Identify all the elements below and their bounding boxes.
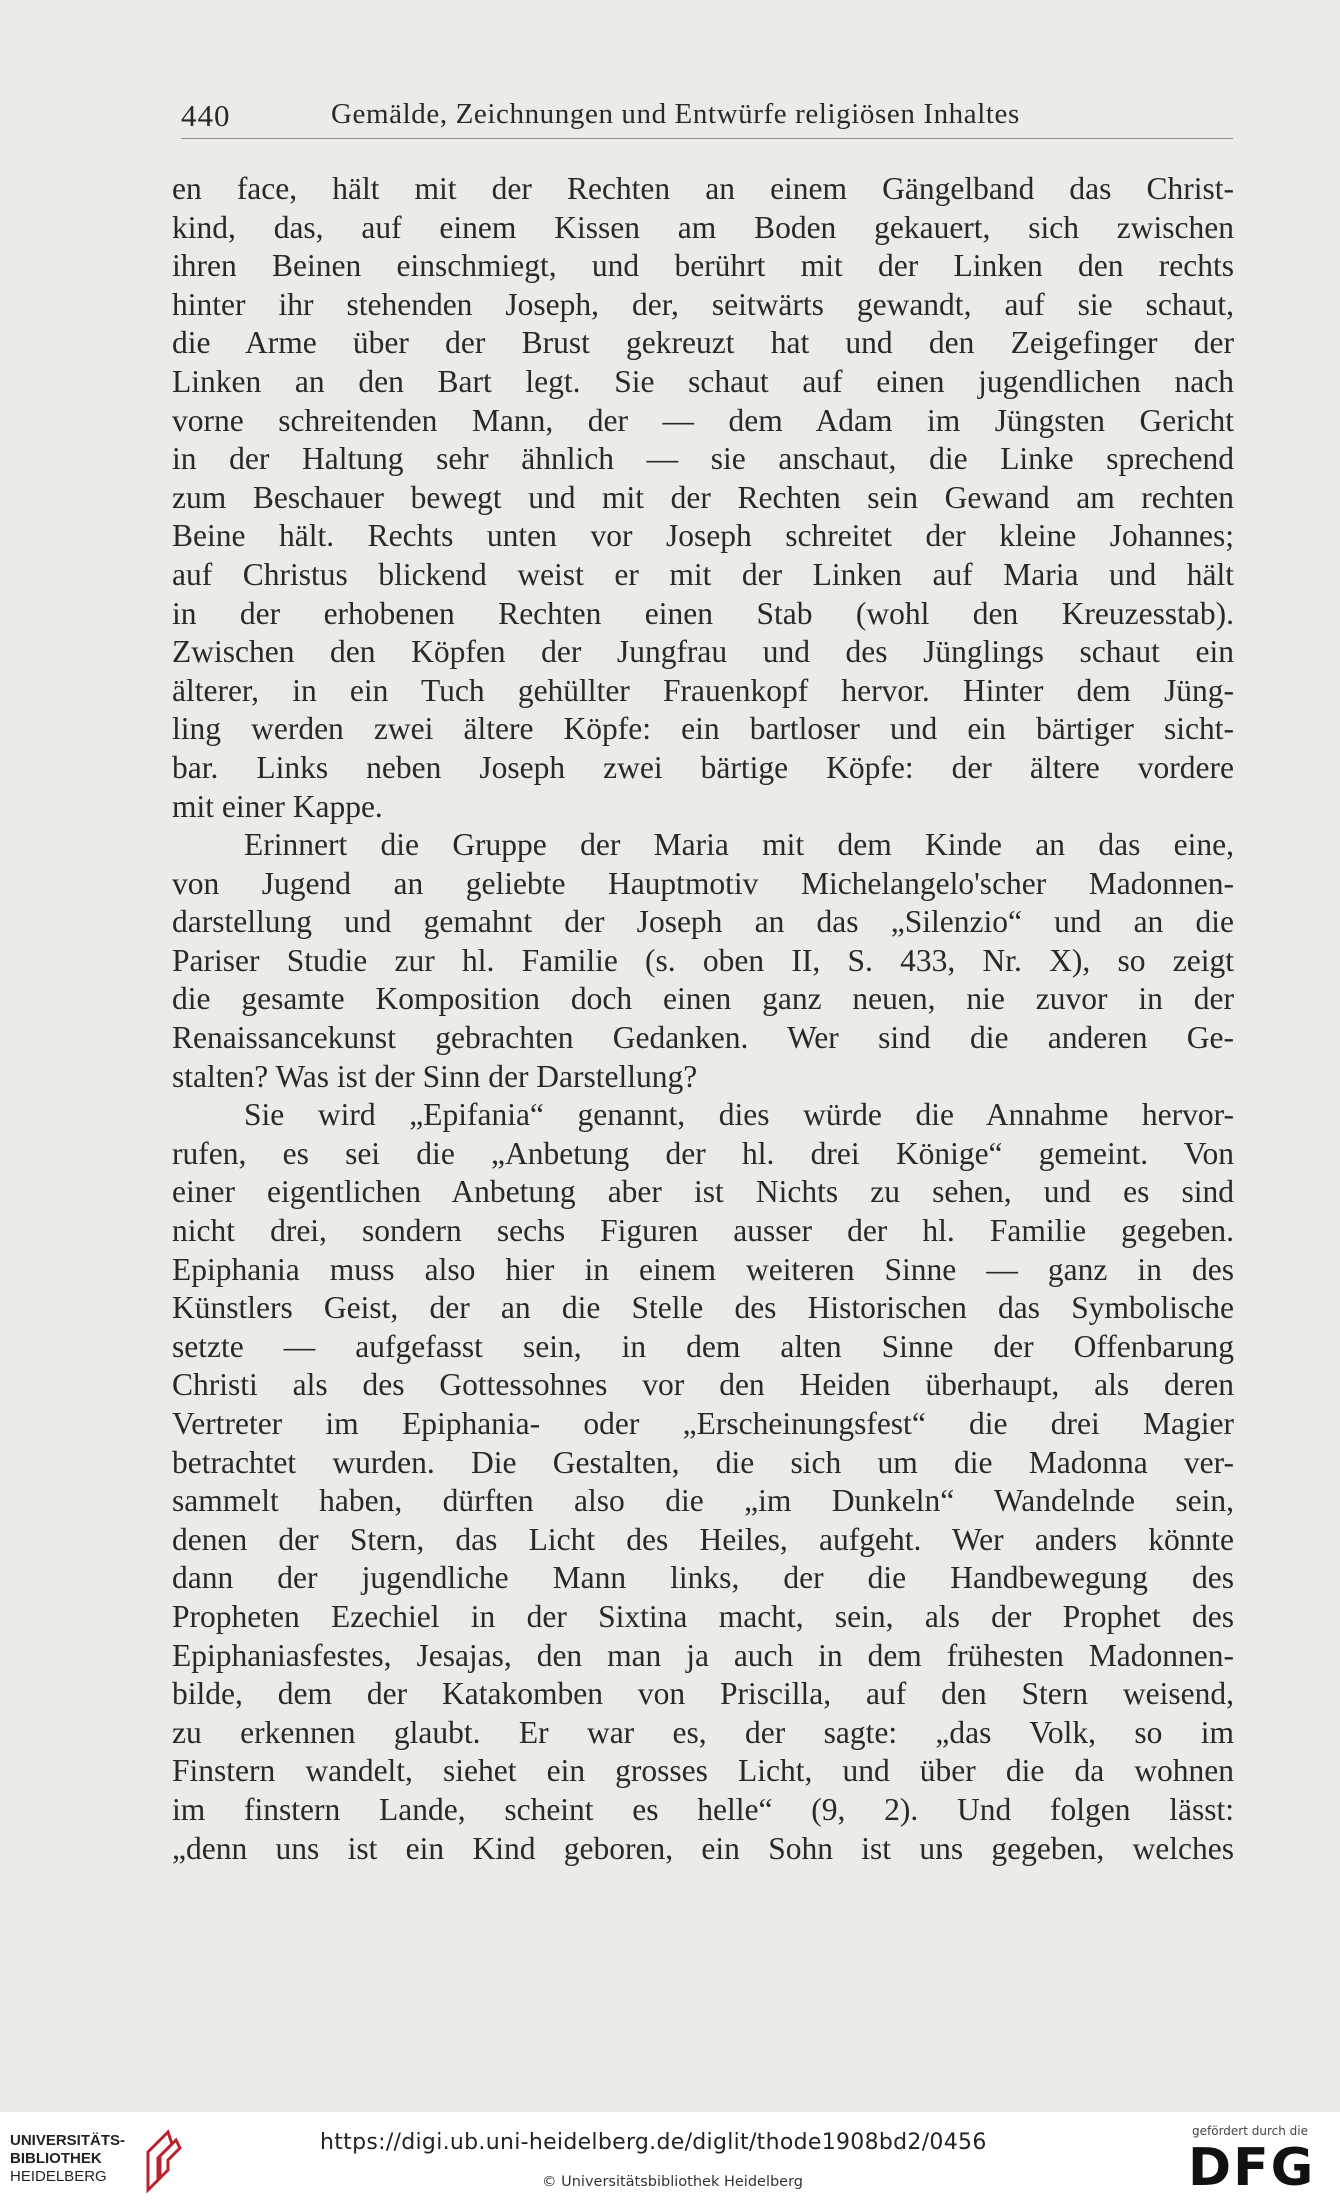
paragraph-start-line: Erinnert die Gruppe der Maria mit dem Kinde an das eine, <box>244 827 1234 863</box>
text-line: setzte — aufgefasst sein, in dem alten Sinne der Offenbarung <box>172 1328 1234 1364</box>
funder-caption: gefördert durch die <box>1192 2124 1308 2138</box>
text-line: Renaissancekunst gebrachten Gedanken. Wer sind die anderen Ge- <box>172 1020 1234 1056</box>
library-name-line1: UNIVERSITÄTS- <box>10 2132 126 2149</box>
library-logo-icon <box>138 2128 186 2194</box>
text-line: Finstern wandelt, siehet ein grosses Licht, und über die da wohnen <box>172 1753 1234 1789</box>
text-line: Beine hält. Rechts unten vor Joseph schreitet der kleine Johannes; <box>172 518 1234 554</box>
text-line: Epiphaniasfestes, Jesajas, den man ja auch in dem frühesten Madonnen- <box>172 1637 1234 1673</box>
text-line: bar. Links neben Joseph zwei bärtige Köpfe: der ältere vordere <box>172 749 1234 785</box>
text-line: Zwischen den Köpfen der Jungfrau und des Jünglings schaut ein <box>172 634 1234 670</box>
page-number: 440 <box>181 98 231 133</box>
text-line: darstellung und gemahnt der Joseph an das „Silenzio“ und an die <box>172 904 1234 940</box>
paragraph-end-line: mit einer Kappe. <box>172 788 383 824</box>
text-line: zum Beschauer bewegt und mit der Rechten sein Gewand am rechten <box>172 479 1234 515</box>
paragraph-end-line: stalten? Was ist der Sinn der Darstellung? <box>172 1058 698 1094</box>
text-line: zu erkennen glaubt. Er war es, der sagte: „das Volk, so im <box>172 1714 1234 1750</box>
text-line: hinter ihr stehenden Joseph, der, seitwärts gewandt, auf sie schaut, <box>172 286 1234 322</box>
text-line: Vertreter im Epiphania- oder „Erscheinungsfest“ die drei Magier <box>172 1406 1234 1441</box>
text-line: die gesamte Komposition doch einen ganz neuen, nie zuvor in der <box>172 981 1234 1017</box>
text-line: bilde, dem der Katakomben von Priscilla, auf den Stern weisend, <box>172 1676 1234 1712</box>
text-line: einer eigentlichen Anbetung aber ist Nichts zu sehen, und es sind <box>172 1174 1234 1210</box>
text-line: kind, das, auf einem Kissen am Boden gekauert, sich zwischen <box>172 209 1234 245</box>
library-logo-text <box>10 2132 125 2186</box>
body-text <box>172 170 1234 1868</box>
copyright-notice: © Universitätsbibliothek Heidelberg <box>542 2174 804 2190</box>
text-line: dann der jugendliche Mann links, der die Handbewegung des <box>172 1560 1234 1596</box>
text-line: Pariser Studie zur hl. Familie (s. oben II, S. 433, Nr. X), so zeigt <box>172 942 1234 978</box>
text-line: ihren Beinen einschmiegt, und berührt mit der Linken den rechts <box>172 248 1234 284</box>
library-name-line2: BIBLIOTHEK <box>10 2150 102 2167</box>
text-line: rufen, es sei die „Anbetung der hl. drei Könige“ gemeint. Von <box>172 1135 1234 1171</box>
running-head: Gemälde, Zeichnungen und Entwürfe religiösen Inhaltes <box>331 98 1020 130</box>
text-line: von Jugend an geliebte Hauptmotiv Michelangelo'scher Madonnen- <box>172 865 1234 901</box>
library-name-line3: HEIDELBERG <box>10 2168 107 2185</box>
text-line: im finstern Lande, scheint es helle“ (9, 2). Und folgen lässt: <box>172 1791 1234 1827</box>
text-line: en face, hält mit der Rechten an einem Gängelband das Christ- <box>172 171 1234 206</box>
dfg-logo: DFG <box>1188 2138 1316 2198</box>
text-line: älterer, in ein Tuch gehüllter Frauenkopf hervor. Hinter dem Jüng- <box>172 672 1234 708</box>
text-line: „denn uns ist ein Kind geboren, ein Sohn ist uns gegeben, welches <box>172 1830 1234 1866</box>
text-line: in der Haltung sehr ähnlich — sie anschaut, die Linke sprechend <box>172 441 1234 477</box>
text-line: vorne schreitenden Mann, der — dem Adam im Jüngsten Gericht <box>172 402 1234 438</box>
text-line: betrachtet wurden. Die Gestalten, die sich um die Madonna ver- <box>172 1444 1234 1480</box>
text-line: Künstlers Geist, der an die Stelle des Historischen das Symbolische <box>172 1290 1234 1326</box>
footer-bar <box>0 2112 1340 2210</box>
text-line: Epiphania muss also hier in einem weiteren Sinne — ganz in des <box>172 1251 1234 1287</box>
text-line: nicht drei, sondern sechs Figuren ausser der hl. Familie gegeben. <box>172 1213 1234 1249</box>
text-line: denen der Stern, das Licht des Heiles, aufgeht. Wer anders könnte <box>172 1521 1234 1557</box>
text-line: ling werden zwei ältere Köpfe: ein bartloser und ein bärtiger sicht- <box>172 711 1234 747</box>
page-header <box>181 98 1233 139</box>
permalink-url[interactable]: https://digi.ub.uni-heidelberg.de/diglit/thode1908bd2/0456 <box>320 2130 987 2155</box>
text-line: die Arme über der Brust gekreuzt hat und den Zeigefinger der <box>172 325 1234 361</box>
text-line: Christi als des Gottessohnes vor den Heiden überhaupt, als deren <box>172 1367 1234 1403</box>
text-line: sammelt haben, dürften also die „im Dunkeln“ Wandelnde sein, <box>172 1483 1234 1519</box>
text-line: Propheten Ezechiel in der Sixtina macht, sein, als der Prophet des <box>172 1598 1234 1634</box>
text-line: Linken an den Bart legt. Sie schaut auf einen jugendlichen nach <box>172 363 1234 399</box>
paragraph-start-line: Sie wird „Epifania“ genannt, dies würde die Annahme hervor- <box>244 1097 1234 1133</box>
text-line: in der erhobenen Rechten einen Stab (wohl den Kreuzesstab). <box>172 595 1234 631</box>
text-line: auf Christus blickend weist er mit der Linken auf Maria und hält <box>172 556 1234 592</box>
